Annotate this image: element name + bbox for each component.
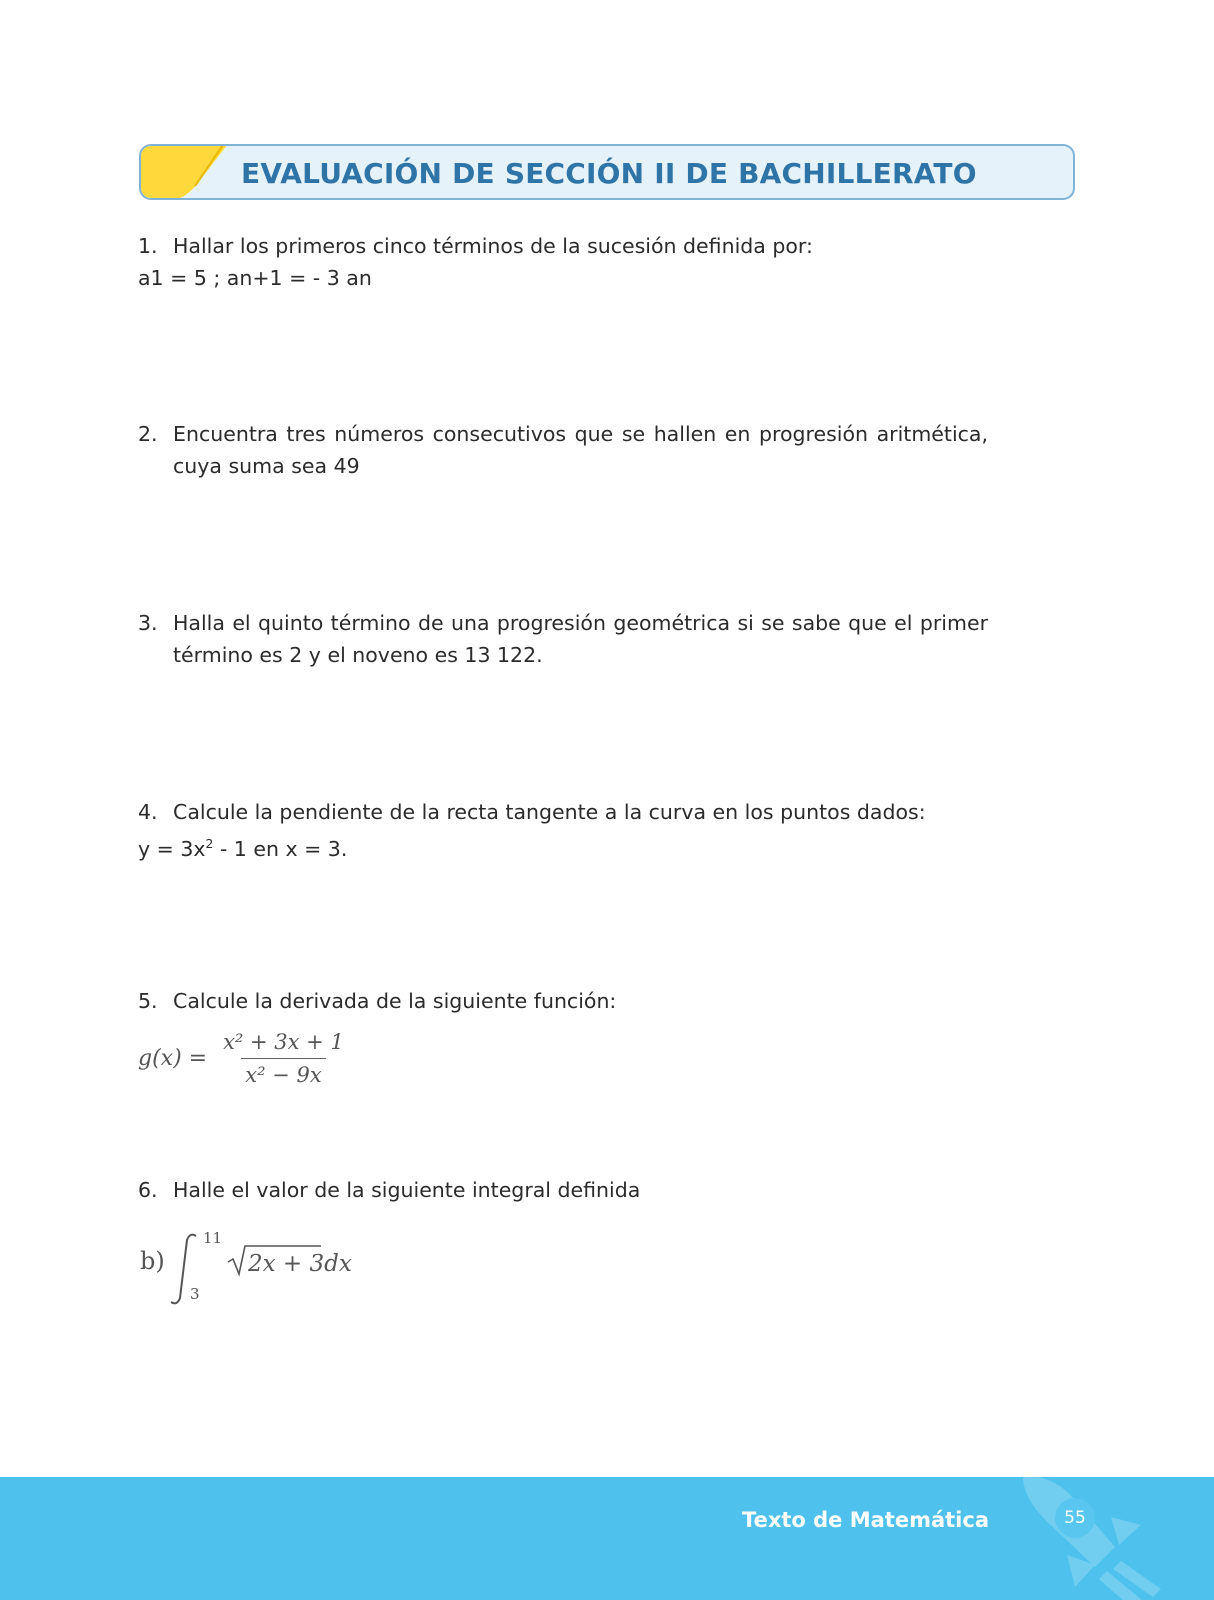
question-6 — [138, 1174, 988, 1206]
question-formula: a1 = 5 ; an+1 = - 3 an — [138, 266, 372, 290]
formula-exponent: 2 — [205, 837, 214, 851]
banner-yellow-tab — [139, 144, 231, 200]
section-banner — [139, 144, 1075, 200]
question-5 — [138, 985, 988, 1017]
question-number: 6. — [138, 1178, 158, 1202]
question-4 — [138, 796, 988, 865]
formula-integral — [140, 1232, 380, 1312]
page-footer — [0, 1477, 1214, 1600]
question-number: 3. — [138, 611, 158, 635]
rocket-icon — [1015, 1477, 1175, 1600]
integral-upper-limit: 11 — [203, 1232, 223, 1247]
fraction-denominator: x² − 9x — [241, 1058, 325, 1087]
question-number: 4. — [138, 800, 158, 824]
fraction — [219, 1030, 348, 1087]
question-number: 1. — [138, 234, 158, 258]
page-number: 55 — [1055, 1498, 1095, 1538]
section-title: EVALUACIÓN DE SECCIÓN II DE BACHILLERATO — [241, 157, 977, 190]
formula-derivative — [138, 1030, 348, 1087]
integral-lower-limit: 3 — [190, 1285, 200, 1303]
question-formula — [138, 828, 988, 865]
question-number: 2. — [138, 422, 158, 446]
question-text: Hallar los primeros cinco términos de la sucesión definida por: — [173, 234, 813, 258]
question-text: Calcule la pendiente de la recta tangente a la curva en los puntos dados: — [173, 800, 926, 824]
formula-part: - 1 en x = 3. — [213, 836, 348, 861]
question-text: Encuentra tres números consecutivos que se hallen en progresión aritmética, cuya suma sea 49 — [173, 422, 988, 478]
formula-lhs: g(x) = — [138, 1046, 208, 1071]
question-text: Halla el quinto término de una progresión geométrica si se sabe que el primer término es 2 y el noveno es 13 122. — [173, 611, 988, 667]
fraction-numerator: x² + 3x + 1 — [223, 1030, 344, 1054]
question-1 — [138, 230, 988, 294]
question-text: Halle el valor de la siguiente integral definida — [173, 1178, 641, 1202]
question-number: 5. — [138, 989, 158, 1013]
footer-book-title: Texto de Matemática — [742, 1508, 989, 1532]
question-3 — [138, 607, 988, 671]
integral-integrand: 2x + 3dx — [248, 1251, 352, 1277]
question-text: Calcule la derivada de la siguiente función: — [173, 989, 617, 1013]
formula-part: y = 3x — [138, 836, 206, 861]
formula-label: b) — [140, 1247, 165, 1275]
question-2 — [138, 418, 988, 482]
